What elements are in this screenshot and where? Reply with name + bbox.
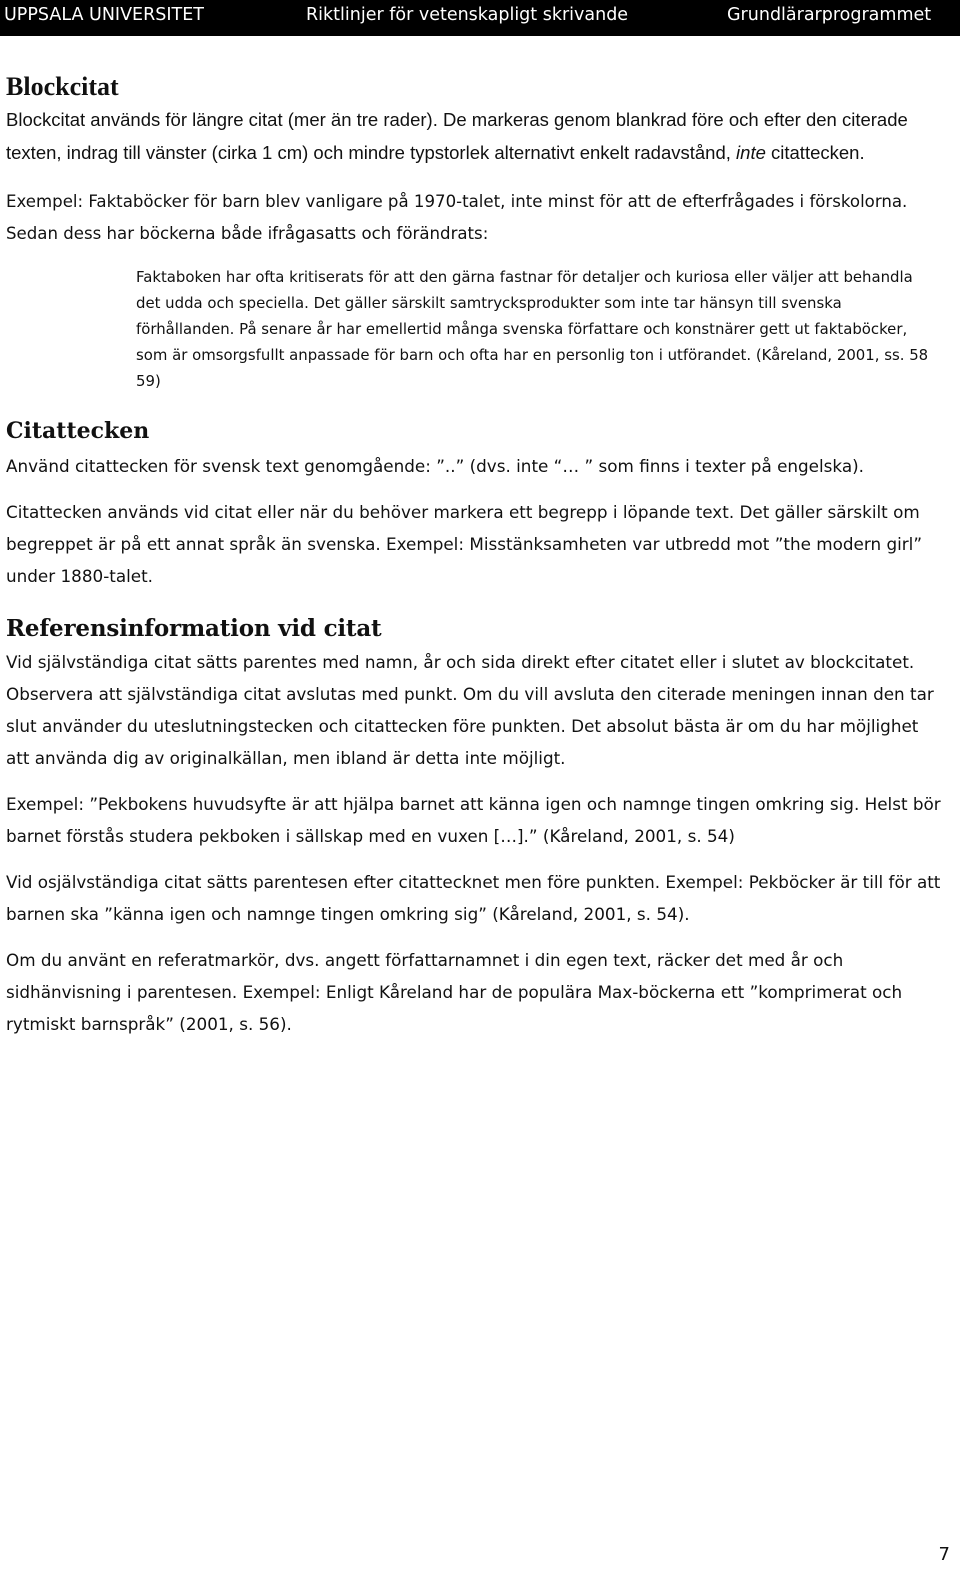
citattecken-paragraph-1: Använd citattecken för svensk text genomgående: ”..” (dvs. inte “… ” som finns i texter på engelska). (6, 456, 864, 476)
block-quote: Faktaboken har ofta kritiserats för att den gärna fastnar för detaljer och kuriosa eller väljer att behandla det udda och speciella. Det gäller särskilt samtrycksprodukter som inte tar hänsyn till svenska förhållanden. På senare år har emellertid många svenska författare och konstnärer gett ut faktaböcker, som är omsorgsfullt anpassade för barn och ofta har en personlig ton i utförandet. (Kåreland, 2001, ss. 58 59) (136, 268, 929, 390)
page-number: 7 (938, 1544, 950, 1565)
page-header (0, 0, 960, 36)
header-document-title: Riktlinjer för vetenskapligt skrivande (306, 5, 629, 25)
heading-referensinformation: Referensinformation vid citat (6, 615, 382, 642)
blockcitat-intro-end: citattecken. (771, 142, 865, 163)
citattecken-paragraph-2: Citattecken används vid citat eller när du behöver markera ett begrepp i löpande text. Det gäller särskilt om begreppet är på ett annat språk än svenska. Exempel: Misstänksamheten var utbredd mot ”the modern girl” under 1880-talet. (6, 502, 923, 586)
blockcitat-example: Exempel: Faktaböcker för barn blev vanligare på 1970-talet, inte minst för att de efterfrågades i förskolorna. Sedan dess har böckerna både ifrågasatts och förändrats: (6, 192, 908, 243)
heading-blockcitat: Blockcitat (6, 72, 119, 101)
header-program: Grundlärarprogrammet (727, 5, 932, 25)
referens-paragraph-2: Exempel: ”Pekbokens huvudsyfte är att hjälpa barnet att känna igen och namnge tingen omkring sig. Helst bör barnet förstås studera pekboken i sällskap med en vuxen […].” (Kåreland, 2001, s. 54) (6, 794, 941, 846)
heading-citattecken: Citattecken (6, 418, 150, 444)
referens-paragraph-4: Om du använt en referatmarkör, dvs. angett författarnamnet i din egen text, räcker det med år och sidhänvisning i parentesen. Exempel: Enligt Kåreland har de populära Max-böckerna ett ”komprimerat och rytmiskt barnspråk” (2001, s. 56). (6, 950, 903, 1034)
blockcitat-intro-italic: inte (736, 142, 766, 163)
blockcitat-intro-start: Blockcitat används för längre citat (mer än tre rader). De markeras genom blankrad före och efter den citerade texten, indrag till vänster (cirka 1 cm) och mindre typstorlek alternativt enkelt radavstånd, (6, 109, 908, 163)
referens-paragraph-3: Vid osjälvständiga citat sätts parentesen efter citattecknet men före punkten. Exempel: Pekböcker är till för att barnen ska ”känna igen och namnge tingen omkring sig” (Kåreland, 2001, s. 54). (6, 872, 941, 924)
header-university: UPPSALA UNIVERSITET (4, 5, 204, 25)
page-content (6, 70, 946, 1040)
referens-paragraph-1: Vid självständiga citat sätts parentes med namn, år och sida direkt efter citatet eller i slutet av blockcitatet. Observera att självständiga citat avslutas med punkt. Om du vill avsluta den citerade meningen innan den tar slut använder du uteslutningstecken och citattecken före punkten. Det absolut bästa är om du har möjlighet att använda dig av originalkällan, men ibland är detta inte möjligt. (6, 652, 934, 768)
blockcitat-intro (6, 103, 946, 169)
